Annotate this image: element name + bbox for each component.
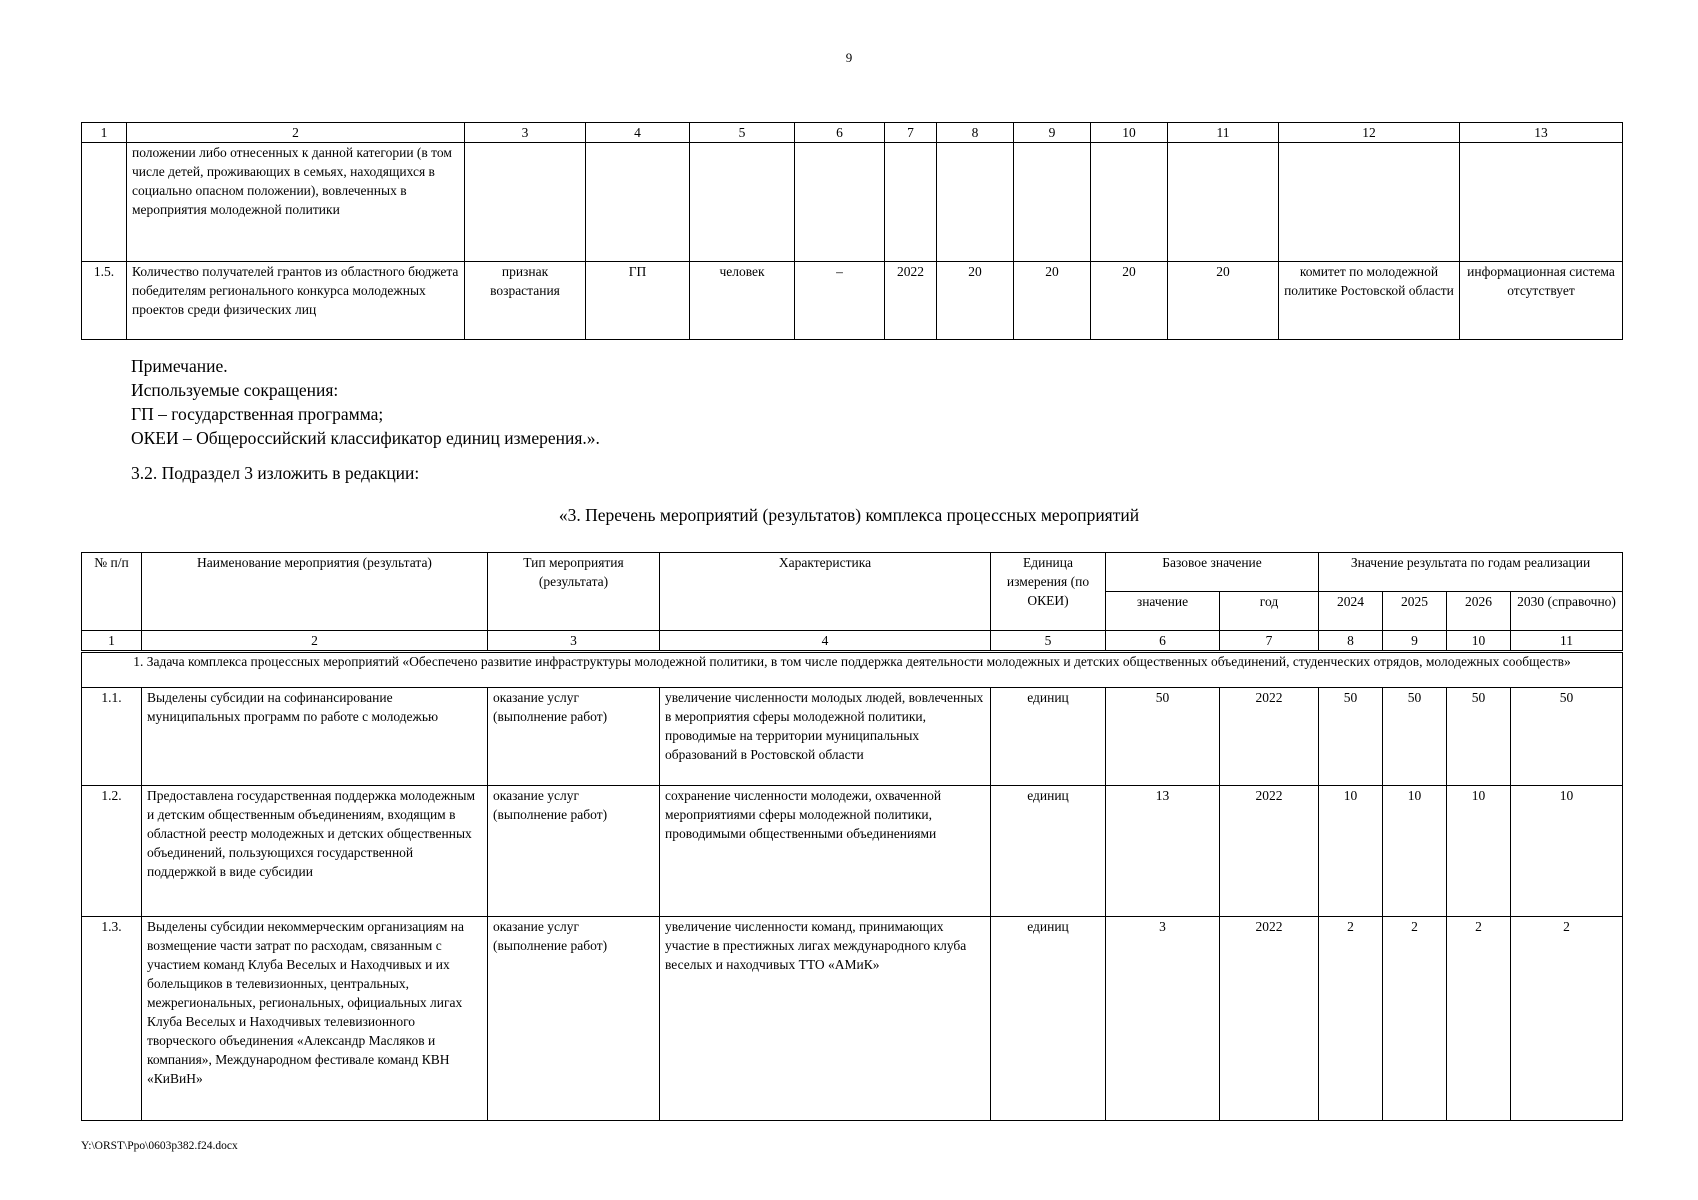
col-num: 6 xyxy=(795,123,885,143)
measure-characteristic: увеличение численности молодых людей, вовлеченных в мероприятия сферы молодежной политики, проводимые на территории муниципальных образований в Ростовской области xyxy=(660,688,991,786)
col-num: 5 xyxy=(991,631,1106,652)
unit: единиц xyxy=(991,917,1106,1121)
measure-type: оказание услуг (выполнение работ) xyxy=(488,917,660,1121)
note-abbrev-gp: ГП – государственная программа; xyxy=(131,404,384,424)
unit: единиц xyxy=(991,688,1106,786)
col-num: 3 xyxy=(465,123,586,143)
base-year: 2022 xyxy=(1220,786,1319,917)
cell xyxy=(937,143,1014,262)
col-num: 11 xyxy=(1511,631,1623,652)
value-2026: 50 xyxy=(1447,688,1511,786)
value: 20 xyxy=(1091,262,1168,340)
table-row xyxy=(82,688,1623,786)
indicator-name: Количество получателей грантов из областного бюджета победителям регионального конкурса молодежных проектов среди физических лиц xyxy=(127,262,465,340)
header-year-2030: 2030 (справочно) xyxy=(1511,592,1623,631)
header-row xyxy=(82,553,1623,592)
cell xyxy=(1168,143,1279,262)
cell xyxy=(885,143,937,262)
col-num: 9 xyxy=(1014,123,1091,143)
base-value: 50 xyxy=(1106,688,1220,786)
header-name: Наименование мероприятия (результата) xyxy=(142,553,488,631)
base-value: 13 xyxy=(1106,786,1220,917)
instruction-text: 3.2. Подраздел 3 изложить в редакции: xyxy=(131,463,420,483)
col-num: 5 xyxy=(690,123,795,143)
col-num: 13 xyxy=(1460,123,1623,143)
col-num: 10 xyxy=(1091,123,1168,143)
task-title: 1. Задача комплекса процессных мероприятий «Обеспечено развитие инфраструктуры молодежной политики, в том числе поддержка деятельности молодежных и детских общественных объединений, студенческих отрядов, молодежных сообществ» xyxy=(82,652,1623,688)
col-num: 2 xyxy=(127,123,465,143)
column-number-row xyxy=(82,123,1623,143)
cell: – xyxy=(795,262,885,340)
value-2025: 50 xyxy=(1383,688,1447,786)
value: 20 xyxy=(937,262,1014,340)
value-2024: 10 xyxy=(1319,786,1383,917)
header-characteristic: Характеристика xyxy=(660,553,991,631)
note-abbrev-okei: ОКЕИ – Общероссийский классификатор единиц измерения.». xyxy=(131,428,600,448)
col-num: 1 xyxy=(82,123,127,143)
measure-characteristic: увеличение численности команд, принимающих участие в престижных лигах международного клуба веселых и находчивых ТТО «АМиК» xyxy=(660,917,991,1121)
value-2025: 2 xyxy=(1383,917,1447,1121)
cell xyxy=(795,143,885,262)
measure-name: Выделены субсидии некоммерческим организациям на возмещение части затрат по расходам, связанным с участием команд Клуба Веселых и Находчивых и их болельщиков в телевизионных, центральных, межрегиональных, региональных, официальных лигах Клуба Веселых и Находчивых телевизионного творческого объединения «Александр Масляков и компания», Международном фестивале команд КВН «КиВиН» xyxy=(142,917,488,1121)
header-year-2024: 2024 xyxy=(1319,592,1383,631)
cell xyxy=(690,143,795,262)
col-num: 7 xyxy=(885,123,937,143)
indicator-name: положении либо отнесенных к данной категории (в том числе детей, проживающих в семьях, находящихся в социально опасном положении), вовлеченных в мероприятия молодежной политики xyxy=(127,143,465,262)
col-num: 7 xyxy=(1220,631,1319,652)
col-num: 2 xyxy=(142,631,488,652)
header-base-value: значение xyxy=(1106,592,1220,631)
note-abbrev-heading: Используемые сокращения: xyxy=(131,380,339,400)
col-num: 6 xyxy=(1106,631,1220,652)
indicator-level: ГП xyxy=(586,262,690,340)
header-base-year: год xyxy=(1220,592,1319,631)
header-result: Значение результата по годам реализации xyxy=(1319,553,1623,592)
section-title: «3. Перечень мероприятий (результатов) комплекса процессных мероприятий xyxy=(558,505,1140,525)
header-unit: Единица измерения (по ОКЕИ) xyxy=(991,553,1106,631)
cell xyxy=(465,143,586,262)
col-num: 8 xyxy=(937,123,1014,143)
row-number: 1.3. xyxy=(82,917,142,1121)
value-2026: 10 xyxy=(1447,786,1511,917)
file-path-footer: Y:\ORST\Ppo\0603p382.f24.docx xyxy=(81,1140,238,1152)
note-title: Примечание. xyxy=(131,356,228,376)
indicators-table-continued xyxy=(81,122,1623,340)
col-num: 9 xyxy=(1383,631,1447,652)
value-2024: 50 xyxy=(1319,688,1383,786)
header-num: № п/п xyxy=(82,553,142,631)
table-row xyxy=(82,262,1623,340)
value-2030: 50 xyxy=(1511,688,1623,786)
header-type: Тип мероприятия (результата) xyxy=(488,553,660,631)
base-value: 3 xyxy=(1106,917,1220,1121)
base-year: 2022 xyxy=(1220,917,1319,1121)
table-row xyxy=(82,917,1623,1121)
col-num: 11 xyxy=(1168,123,1279,143)
row-number: 1.5. xyxy=(82,262,127,340)
row-number: 1.2. xyxy=(82,786,142,917)
header-year-2026: 2026 xyxy=(1447,592,1511,631)
col-num: 4 xyxy=(660,631,991,652)
page-number: 9 xyxy=(845,50,853,65)
unit: единиц xyxy=(991,786,1106,917)
task-row xyxy=(82,652,1623,688)
value-2024: 2 xyxy=(1319,917,1383,1121)
measures-table xyxy=(81,552,1623,1121)
measure-type: оказание услуг (выполнение работ) xyxy=(488,786,660,917)
cell xyxy=(1014,143,1091,262)
value-2026: 2 xyxy=(1447,917,1511,1121)
value-2030: 2 xyxy=(1511,917,1623,1121)
header-base: Базовое значение xyxy=(1106,553,1319,592)
measure-characteristic: сохранение численности молодежи, охваченной мероприятиями сферы молодежной политики, проводимыми общественными объединениями xyxy=(660,786,991,917)
info-system: информационная система отсутствует xyxy=(1460,262,1623,340)
col-num: 8 xyxy=(1319,631,1383,652)
table-row xyxy=(82,143,1623,262)
value-2025: 10 xyxy=(1383,786,1447,917)
cell xyxy=(1091,143,1168,262)
measure-name: Выделены субсидии на софинансирование муниципальных программ по работе с молодежью xyxy=(142,688,488,786)
measure-name: Предоставлена государственная поддержка молодежным и детским общественным объединениям, входящим в областной реестр молодежных и детских общественных объединений, пользующихся государственной поддержкой в виде субсидии xyxy=(142,786,488,917)
measure-type: оказание услуг (выполнение работ) xyxy=(488,688,660,786)
responsible: комитет по молодежной политике Ростовской области xyxy=(1279,262,1460,340)
row-number xyxy=(82,143,127,262)
col-num: 3 xyxy=(488,631,660,652)
col-num: 1 xyxy=(82,631,142,652)
cell xyxy=(586,143,690,262)
cell xyxy=(1460,143,1623,262)
base-year: 2022 xyxy=(1220,688,1319,786)
table-row xyxy=(82,786,1623,917)
col-num: 12 xyxy=(1279,123,1460,143)
base-year: 2022 xyxy=(885,262,937,340)
column-number-row xyxy=(82,631,1623,652)
col-num: 10 xyxy=(1447,631,1511,652)
col-num: 4 xyxy=(586,123,690,143)
cell xyxy=(1279,143,1460,262)
value: 20 xyxy=(1168,262,1279,340)
row-number: 1.1. xyxy=(82,688,142,786)
unit: человек xyxy=(690,262,795,340)
value-2030: 10 xyxy=(1511,786,1623,917)
value: 20 xyxy=(1014,262,1091,340)
indicator-sign: признак возрастания xyxy=(465,262,586,340)
header-year-2025: 2025 xyxy=(1383,592,1447,631)
